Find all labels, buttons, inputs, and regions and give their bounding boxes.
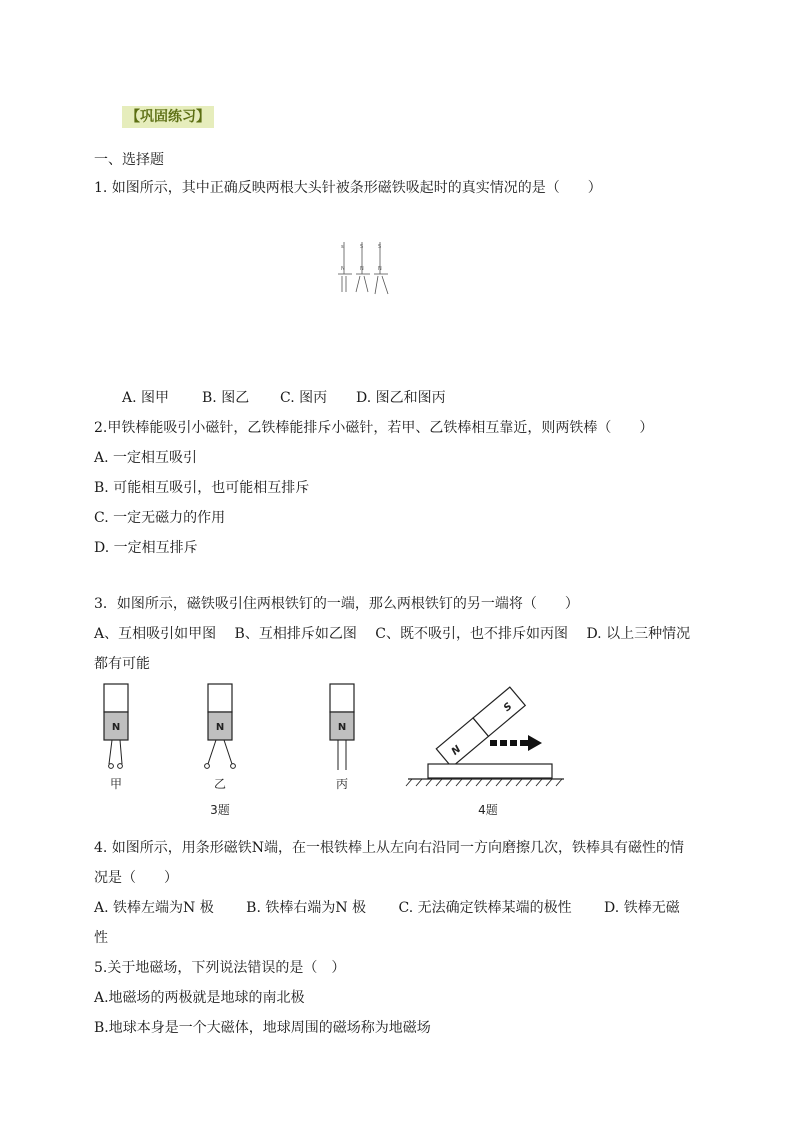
q1-label-4: N <box>341 266 345 272</box>
q1-figure <box>332 240 412 310</box>
q2-option-d: D. 一定相互排斥 <box>94 540 198 556</box>
bar-magnet-n-label: N <box>449 743 464 758</box>
bar-magnet-s-label: S <box>501 700 515 714</box>
section-title: 【巩固练习】 <box>122 106 214 128</box>
q5-stem: 5.关于地磁场，下列说法错误的是（ ） <box>94 960 346 976</box>
q2-option-c: C. 一定无磁力的作用 <box>94 510 226 526</box>
q3-options-line2: 都有可能 <box>94 656 150 672</box>
q1-label-3: S <box>378 244 382 250</box>
ground-hatching <box>406 779 562 786</box>
q4-options-line1: A. 铁棒左端为N 极 B. 铁棒右端为N 极 C. 无法确定铁棒某端的极性 D. 铁棒无磁 <box>94 900 680 916</box>
section-heading: 一、选择题 <box>94 152 164 168</box>
label-bing: 丙 <box>335 777 349 791</box>
caption-q4: 4题 <box>478 803 498 817</box>
q4-stem-line2: 况是（ ） <box>94 870 178 886</box>
q4-stem-line1: 4. 如图所示，用条形磁铁N端，在一根铁棒上从左向右沿同一方向磨擦几次，铁棒具有磁性的情 <box>94 840 685 856</box>
q4-options-line2: 性 <box>94 930 108 946</box>
q1-option-b: B. 图乙 <box>202 390 250 406</box>
q1-pin-c2 <box>382 276 388 294</box>
iron-rod <box>428 764 552 778</box>
direction-arrow-icon <box>490 735 542 751</box>
magnet-bing-pole: N <box>337 722 347 733</box>
q1-label-1: s <box>341 244 344 250</box>
q2-stem: 2.甲铁棒能吸引小磁针，乙铁棒能排斥小磁针，若甲、乙铁棒相互靠近，则两铁棒（ ） <box>94 420 654 436</box>
q3-stem: 3．如图所示，磁铁吸引住两根铁钉的一端，那么两根铁钉的另一端将（ ） <box>94 596 579 612</box>
q5-option-b: B.地球本身是一个大磁体，地球周围的磁场称为地磁场 <box>94 1020 431 1036</box>
q1-label-5: N <box>360 266 364 272</box>
q1-pin-b2 <box>364 276 368 292</box>
q1-option-c: C. 图丙 <box>280 390 328 406</box>
q1-pin-c1 <box>375 276 378 294</box>
q3-q4-figures <box>98 682 578 822</box>
q1-pin-b1 <box>356 276 360 292</box>
q5-option-a: A.地磁场的两极就是地球的南北极 <box>94 990 305 1006</box>
q1-label-6: N <box>378 266 382 272</box>
magnet-yi-pole: N <box>215 722 225 733</box>
q1-option-d: D. 图乙和图丙 <box>356 390 446 406</box>
q4-figure <box>406 687 564 817</box>
q2-option-b: B. 可能相互吸引，也可能相互排斥 <box>94 480 310 496</box>
label-jia: 甲 <box>109 777 123 791</box>
q1-option-a: A. 图甲 <box>122 390 170 406</box>
q2-option-a: A. 一定相互吸引 <box>94 450 198 466</box>
label-yi: 乙 <box>213 777 227 791</box>
caption-q3: 3题 <box>210 803 230 817</box>
magnet-jia-pole: N <box>111 722 121 733</box>
q3-options-line1: A、互相吸引如甲图 B、互相排斥如乙图 C、既不吸引，也不排斥如丙图 D. 以上三种情况 <box>94 626 691 642</box>
q1-label-2: S <box>360 244 364 250</box>
q1-stem: 1. 如图所示，其中正确反映两根大头针被条形磁铁吸起时的真实情况的是（ ） <box>94 180 602 196</box>
